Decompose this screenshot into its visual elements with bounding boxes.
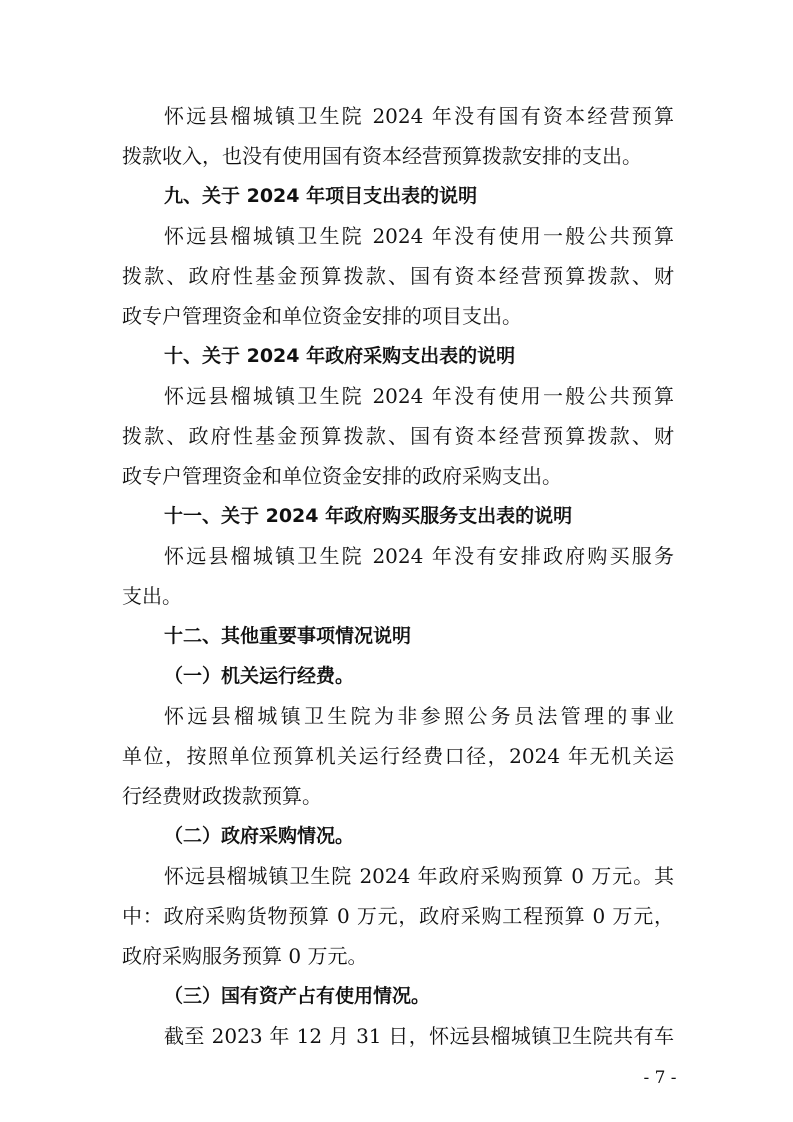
body-text-line: 单位，按照单位预算机关运行经费口径，2024 年无机关运 xyxy=(122,744,674,768)
body-text-line: 中：政府采购货物预算 0 万元，政府采购工程预算 0 万元， xyxy=(122,904,674,928)
section-heading-11: 十一、关于 2024 年政府购买服务支出表的说明 xyxy=(164,505,573,527)
body-text-line: 政专户管理资金和单位资金安排的项目支出。 xyxy=(122,304,522,328)
body-text-line: 怀远县榴城镇卫生院 2024 年没有安排政府购买服务 xyxy=(164,544,674,568)
body-text-line: 怀远县榴城镇卫生院 2024 年政府采购预算 0 万元。其 xyxy=(164,864,674,888)
body-text-line: 怀远县榴城镇卫生院 2024 年没有使用一般公共预算 xyxy=(164,224,674,248)
subsection-heading-3: （三）国有资产占有使用情况。 xyxy=(164,985,431,1007)
body-text-line: 怀远县榴城镇卫生院 2024 年没有使用一般公共预算 xyxy=(164,384,674,408)
section-heading-9: 九、关于 2024 年项目支出表的说明 xyxy=(164,185,478,207)
section-heading-10: 十、关于 2024 年政府采购支出表的说明 xyxy=(164,345,516,367)
page-number: - 7 - xyxy=(643,1068,677,1088)
body-text-line: 政府采购服务预算 0 万元。 xyxy=(122,944,368,968)
body-text-line: 行经费财政拨款预算。 xyxy=(122,784,322,808)
body-text-line: 截至 2023 年 12 月 31 日，怀远县榴城镇卫生院共有车 xyxy=(164,1024,674,1048)
body-text-line: 拨款收入，也没有使用国有资本经营预算拨款安排的支出。 xyxy=(122,144,642,168)
subsection-heading-1: （一）机关运行经费。 xyxy=(164,665,355,687)
body-text-line: 支出。 xyxy=(122,584,182,608)
subsection-heading-2: （二）政府采购情况。 xyxy=(164,825,355,847)
body-text-line: 拨款、政府性基金预算拨款、国有资本经营预算拨款、财 xyxy=(122,264,674,288)
body-text-line: 怀远县榴城镇卫生院 2024 年没有国有资本经营预算 xyxy=(164,104,674,128)
section-heading-12: 十二、其他重要事项情况说明 xyxy=(164,625,412,647)
body-text-line: 怀远县榴城镇卫生院为非参照公务员法管理的事业 xyxy=(164,704,674,728)
body-text-line: 拨款、政府性基金预算拨款、国有资本经营预算拨款、财 xyxy=(122,424,674,448)
body-text-line: 政专户管理资金和单位资金安排的政府采购支出。 xyxy=(122,464,562,488)
